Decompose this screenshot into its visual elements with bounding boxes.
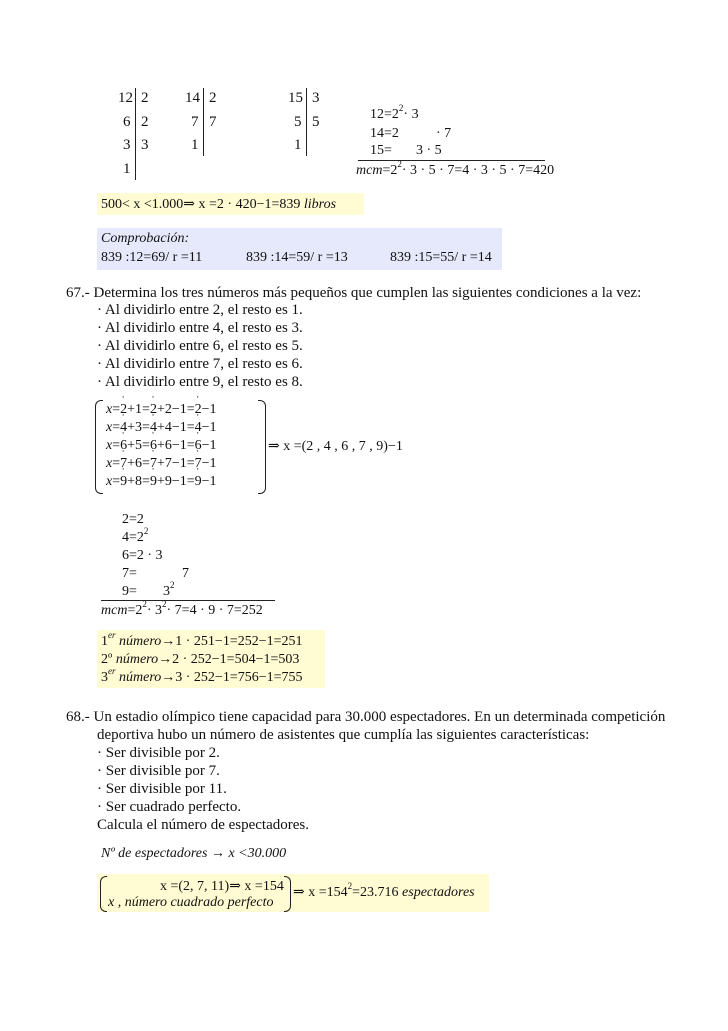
check-item: 839 :12=69/ r =11 [101,250,203,265]
factor-cell: 2 [141,114,149,130]
fact-line: 2=2 [122,512,144,527]
system-row: x=˙ 2+1=˙ 2+2−1=˙ 2−1 [106,402,217,418]
factor-cell: 3 [312,90,320,106]
factor-cell: 1 [294,137,302,153]
factor-cell: 3 [141,137,149,153]
factor-cell: 1 [191,137,199,153]
fact-line: 7= [122,566,137,581]
fact-rest: 3 · 5 [416,143,442,158]
condition-item: · Al dividirlo entre 7, el resto es 6. [97,356,303,372]
system-brace-left [95,400,103,494]
system-68-row1: x =(2, 7, 11)⇒ x =154 [160,879,284,894]
number-line: 2º número→2 · 252−1=504−1=503 [101,652,300,667]
result-66 [101,196,336,213]
number-line: 1er número→1 · 251−1=252−1=251 [101,630,303,649]
system-row: x=˙ 6+5=˙ 6+6−1=˙ 6−1 [106,438,217,454]
system-brace-right [258,400,266,494]
fact-line: 9= [122,584,137,599]
number-line: 3er número→3 · 252−1=756−1=755 [101,666,303,685]
mcm-exp: 2 [397,159,402,169]
condition-item: · Al dividirlo entre 4, el resto es 3. [97,320,303,336]
fact-exp: 2 [398,103,404,113]
system-result: ⇒ x =(2 , 4 , 6 , 7 , 9)−1 [268,439,403,454]
factor-cell: 2 [209,90,217,106]
mcm-label: mcm [356,163,383,178]
result-math: 500< x <1.000⇒ x =2 · 420−1=839 [101,197,301,212]
fact-rest: · 7 [436,126,452,141]
factor-cell: 12 [118,90,133,106]
condition-item: · Al dividirlo entre 6, el resto es 5. [97,338,303,354]
system-brace-left [100,876,107,912]
fact-rest: 7 [182,566,189,581]
problem-67-title: 67.- Determina los tres números más pequeños que cumplen las siguientes condiciones a la vez: [66,285,642,301]
system-row: x=˙ 9+8=˙ 9+9−1=˙ 9−1 [106,474,217,490]
condition-item: · Ser divisible por 7. [97,763,220,779]
factor-cell: 6 [123,114,131,130]
check-label: Comprobación: [101,231,190,246]
mcm-rest: · 3 · 5 · 7=4 · 3 · 5 · 7=420 [401,163,555,178]
result-unit: libros [303,197,337,212]
fact-line: 14=2 [370,126,399,141]
factor-cell: 2 [141,90,149,106]
check-item: 839 :14=59/ r =13 [246,250,348,265]
problem-68-title-cont: deportiva hubo un número de asistentes que cumplía las siguientes características: [97,727,590,743]
result-68: ⇒ $x =154^2=23.716$ espectadores [293,881,475,900]
fact-line: 15= [370,143,392,158]
system-brace-right [284,876,291,912]
factor-cell: 5 [294,114,302,130]
system-row: x=˙ 7+6=˙ 7+7−1=˙ 7−1 [106,456,217,472]
condition-item: · Al dividirlo entre 2, el resto es 1. [97,302,303,318]
mcm-66 [356,159,555,179]
system-row: x=˙ 4+3=˙ 4+4−1=˙ 4−1 [106,420,217,436]
fact-rest: $3^2$ [163,580,175,599]
fact-line: 12=2 [370,107,399,122]
factor-cell: 5 [312,114,320,130]
problem-68-title: 68.- Un estadio olímpico tiene capacidad para 30.000 espectadores. En un determinada competición [66,709,666,725]
fact-line: 6=2 · 3 [122,548,163,563]
mcm-67: $mcm=2^2\cdot 3^2\cdot 7=4 \cdot 9 \cdot 7=252$ [101,599,263,618]
factor-cell: 15 [288,90,303,106]
spectators-line: Nº de espectadores → x <30.000 [101,846,287,861]
factor-cell: 7 [209,114,217,130]
condition-item: · Al dividirlo entre 9, el resto es 8. [97,374,303,390]
mcm-base: =2 [382,163,398,178]
factor-cell: 1 [123,161,131,177]
factor-cell: 3 [123,137,131,153]
fact-rest: · 3 [403,107,419,122]
question: Calcula el número de espectadores. [97,817,309,833]
condition-item: · Ser divisible por 2. [97,745,220,761]
factor-cell: 14 [185,90,200,106]
condition-item: · Ser cuadrado perfecto. [97,799,242,815]
check-item: 839 :15=55/ r =14 [390,250,492,265]
system-68-row2: x , número cuadrado perfecto [108,895,274,910]
factor-cell: 7 [191,114,199,130]
condition-item: · Ser divisible por 11. [97,781,227,797]
fact-line: $4=2^2$ [122,526,149,545]
